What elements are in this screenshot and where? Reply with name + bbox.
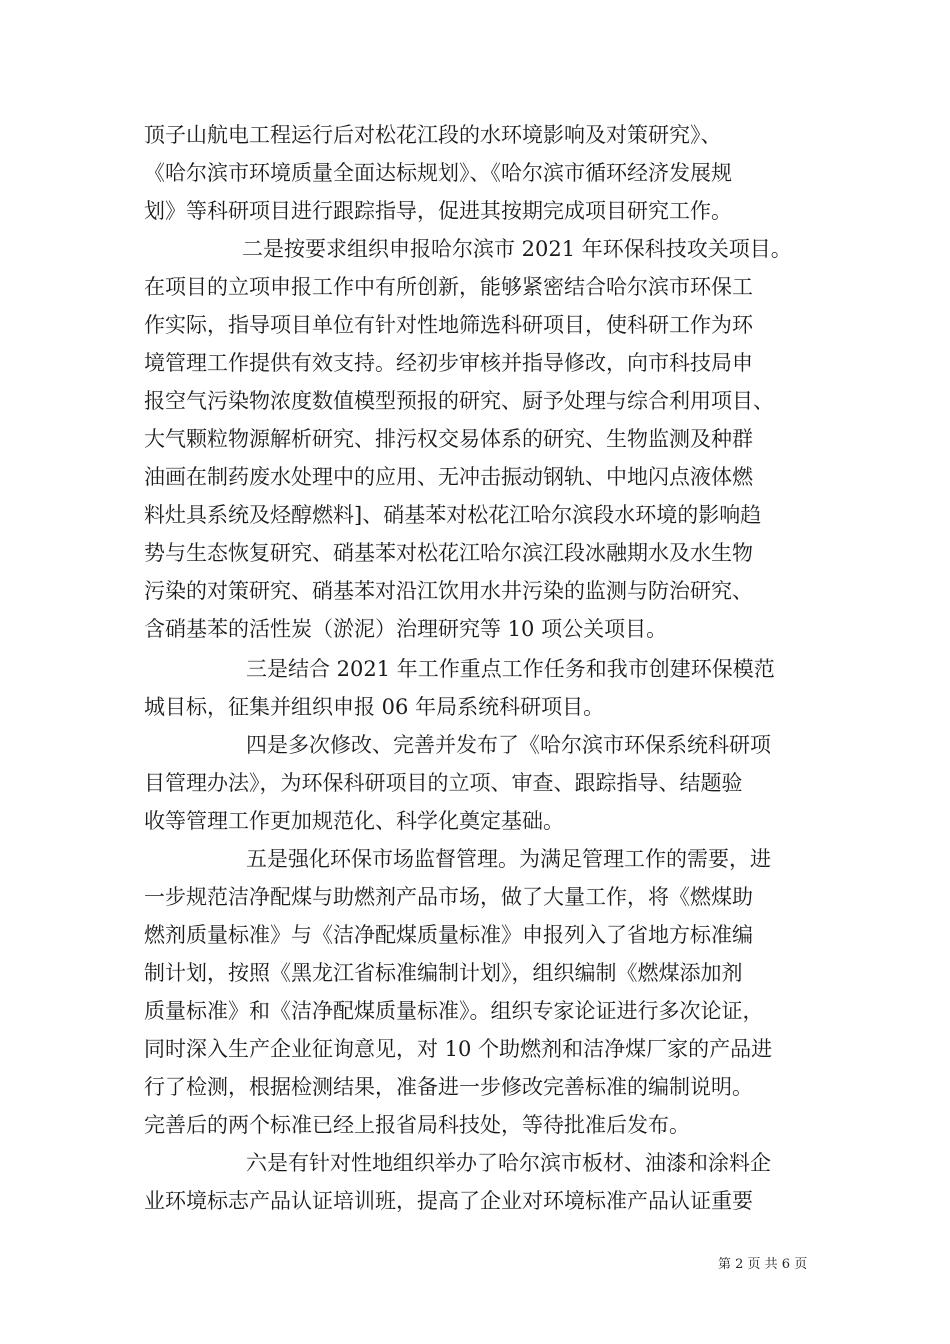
text-line: 五是强化环保市场监督管理。为满足管理工作的需要，进 <box>246 847 771 871</box>
text-line: 质量标准》和《洁净配煤质量标准》。组织专家论证进行多次论证， <box>144 999 764 1023</box>
page-number-footer: 第 2 页 共 6 页 <box>718 1257 808 1272</box>
text-line: 大气颗粒物源解析研究、排污权交易体系的研究、生物监测及种群 <box>144 427 753 451</box>
text-line: 燃剂质量标准》与《洁净配煤质量标准》申报列入了省地方标准编 <box>144 923 753 947</box>
text-line: 含硝基苯的活性炭（淤泥）治理研究等 10 项公关项目。 <box>144 617 668 641</box>
text-line: 三是结合 2021 年工作重点工作任务和我市创建环保模范 <box>246 657 775 681</box>
text-line: 完善后的两个标准已经上报省局科技处，等待批准后发布。 <box>144 1113 690 1137</box>
text-line: 一步规范洁净配煤与助燃剂产品市场，做了大量工作，将《燃煤助 <box>144 885 753 909</box>
text-line: 污染的对策研究、硝基苯对沿江饮用水井污染的监测与防治研究、 <box>144 579 753 603</box>
text-line: 四是多次修改、完善并发布了《哈尔滨市环保系统科研项 <box>246 733 771 757</box>
text-line: 势与生态恢复研究、硝基苯对松花江哈尔滨江段冰融期水及水生物 <box>144 541 753 565</box>
text-line: 制计划，按照《黑龙江省标准编制计划》，组织编制《燃煤添加剂 <box>144 961 743 985</box>
text-line: 《哈尔滨市环境质量全面达标规划》、《哈尔滨市循环经济发展规 <box>144 161 732 185</box>
text-line: 油画在制药废水处理中的应用、无冲击振动钢轨、中地闪点液体燃 <box>144 465 753 489</box>
text-line: 境管理工作提供有效支持。经初步审核并指导修改，向市科技局申 <box>144 351 753 375</box>
text-line: 业环境标志产品认证培训班，提高了企业对环境标准产品认证重要 <box>144 1189 753 1213</box>
text-line: 目管理办法》，为环保科研项目的立项、审查、跟踪指导、结题验 <box>144 771 743 795</box>
text-line: 城目标，征集并组织申报 06 年局系统科研项目。 <box>144 695 605 719</box>
text-line: 报空气污染物浓度数值模型预报的研究、厨予处理与综合利用项目、 <box>144 389 774 413</box>
text-line: 六是有针对性地组织举办了哈尔滨市板材、油漆和涂料企 <box>246 1151 771 1175</box>
text-line: 行了检测，根据检测结果，准备进一步修改完善标准的编制说明。 <box>144 1075 753 1099</box>
text-line: 料灶具系统及烃醇燃料]、硝基苯对松花江哈尔滨段水环境的影响趋 <box>144 503 762 527</box>
text-line: 同时深入生产企业征询意见，对 10 个助燃剂和洁净煤厂家的产品进 <box>144 1037 773 1061</box>
text-line: 作实际，指导项目单位有针对性地筛选科研项目，使科研工作为环 <box>144 313 753 337</box>
text-line: 收等管理工作更加规范化、科学化奠定基础。 <box>144 809 564 833</box>
text-line: 顶子山航电工程运行后对松花江段的水环境影响及对策研究》、 <box>144 123 722 147</box>
text-line: 划》等科研项目进行跟踪指导，促进其按期完成项目研究工作。 <box>144 199 732 223</box>
text-line: 在项目的立项申报工作中有所创新，能够紧密结合哈尔滨市环保工 <box>144 275 753 299</box>
text-line: 二是按要求组织申报哈尔滨市 2021 年环保科技攻关项目。 <box>242 237 792 261</box>
